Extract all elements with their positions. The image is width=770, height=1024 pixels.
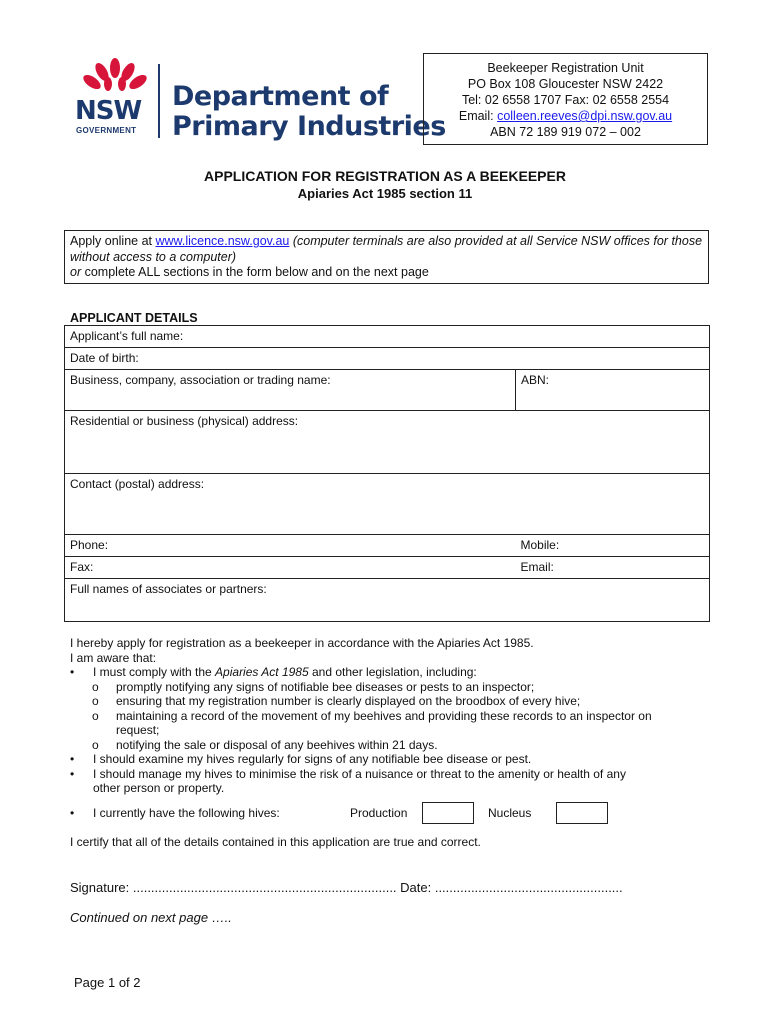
declaration-text bbox=[70, 636, 710, 796]
contact-unit: Beekeeper Registration Unit bbox=[487, 61, 644, 75]
applicant-details-table bbox=[64, 325, 710, 622]
hives-label: I currently have the following hives: bbox=[93, 806, 280, 820]
contact-email-link[interactable]: colleen.reeves@dpi.nsw.gov.au bbox=[497, 109, 673, 123]
declaration-aware: I am aware that: bbox=[70, 650, 157, 665]
phone-field[interactable]: Phone: bbox=[65, 535, 516, 557]
form-subtitle: Apiaries Act 1985 section 11 bbox=[297, 186, 473, 201]
business-name-field[interactable]: Business, company, association or trading name: bbox=[65, 370, 516, 411]
bullet-comply-pre: I must comply with the bbox=[93, 665, 216, 679]
apply-or: or bbox=[70, 265, 82, 279]
mobile-field[interactable]: Mobile: bbox=[516, 535, 710, 557]
fax-field[interactable]: Fax: bbox=[65, 557, 516, 579]
sub-bullet-mark: o bbox=[92, 694, 99, 708]
department-name bbox=[172, 82, 446, 142]
table-row bbox=[65, 326, 710, 348]
table-row bbox=[65, 535, 710, 557]
associates-field[interactable]: Full names of associates or partners: bbox=[65, 579, 710, 622]
continued-note: Continued on next page ….. bbox=[70, 910, 232, 925]
email-field[interactable]: Email: bbox=[516, 557, 710, 579]
postal-address-field[interactable]: Contact (postal) address: bbox=[65, 474, 710, 535]
nucleus-hive-count-input[interactable] bbox=[556, 802, 608, 824]
contact-email-prefix: Email: bbox=[458, 109, 498, 123]
bullet-manage-hives-cont: other person or property. bbox=[93, 781, 225, 795]
full-name-field[interactable]: Applicant’s full name: bbox=[65, 326, 710, 348]
bullet-comply bbox=[70, 665, 710, 680]
apply-online-rest: complete ALL sections in the form below and on the next page bbox=[81, 265, 429, 279]
table-row bbox=[65, 348, 710, 370]
production-label: Production bbox=[350, 806, 408, 820]
apiaries-act-italic: Apiaries Act 1985 bbox=[215, 665, 309, 679]
sub-bullet-registration-number bbox=[70, 694, 710, 709]
sub-bullet-mark: o bbox=[92, 679, 99, 694]
contact-email-row bbox=[424, 108, 707, 124]
sub-bullet-text: ensuring that my registration number is clearly displayed on the broodbox of every hive; bbox=[116, 694, 581, 708]
department-line-1: Department of bbox=[172, 81, 389, 112]
bullet-mark: • bbox=[70, 766, 75, 781]
signature-date-line[interactable]: Signature: ......................................................................... Date: .................................................... bbox=[70, 880, 623, 895]
form-title: APPLICATION FOR REGISTRATION AS A BEEKEEPER bbox=[204, 168, 566, 184]
sub-bullet-text: notifying the sale or disposal of any beehives within 21 days. bbox=[116, 737, 438, 752]
apply-online-note: (computer terminals are also provided at all Service NSW offices for those without access to a computer) bbox=[70, 234, 703, 264]
table-row bbox=[65, 411, 710, 474]
sub-bullet-movement-record bbox=[70, 709, 710, 724]
bullet-examine-hives bbox=[70, 752, 710, 767]
dob-field[interactable]: Date of birth: bbox=[65, 348, 710, 370]
department-line-2: Primary Industries bbox=[172, 111, 446, 142]
residential-address-field[interactable]: Residential or business (physical) address: bbox=[65, 411, 710, 474]
contact-phone-fax: Tel: 02 6558 1707 Fax: 02 6558 2554 bbox=[461, 93, 670, 107]
logo-divider bbox=[158, 64, 160, 138]
bullet-manage-hives bbox=[70, 767, 710, 782]
sub-bullet-mark: o bbox=[92, 737, 99, 752]
bullet-mark: • bbox=[70, 806, 75, 820]
declaration-intro: I hereby apply for registration as a beekeeper in accordance with the Apiaries Act 1985. bbox=[70, 636, 534, 650]
apply-online-box bbox=[64, 230, 709, 284]
bullet-text: I should manage my hives to minimise the risk of a nuisance or threat to the amenity or health of any bbox=[93, 766, 626, 781]
contact-box bbox=[423, 53, 708, 145]
apply-online-prefix: Apply online at bbox=[70, 234, 156, 248]
nucleus-label: Nucleus bbox=[488, 806, 532, 820]
sub-bullet-notify-diseases bbox=[70, 680, 710, 695]
bullet-comply-post: and other legislation, including: bbox=[308, 665, 477, 679]
applicant-details-heading: APPLICANT DETAILS bbox=[70, 311, 198, 325]
sub-bullet-mark: o bbox=[92, 708, 99, 723]
sub-bullet-sale-disposal bbox=[70, 738, 710, 753]
table-row bbox=[65, 370, 710, 411]
bullet-text: I should examine my hives regularly for signs of any notifiable bee disease or pest. bbox=[93, 752, 532, 766]
sub-bullet-text: maintaining a record of the movement of my beehives and providing these records to an inspector on bbox=[116, 708, 652, 723]
bullet-mark: • bbox=[70, 665, 75, 679]
sub-bullet-text: promptly notifying any signs of notifiable bee diseases or pests to an inspector; bbox=[116, 679, 535, 694]
certification-statement: I certify that all of the details contained in this application are true and correct. bbox=[70, 835, 481, 849]
table-row bbox=[65, 557, 710, 579]
page-number: Page 1 of 2 bbox=[74, 975, 141, 990]
licence-link[interactable]: www.licence.nsw.gov.au bbox=[155, 234, 290, 248]
bullet-mark: • bbox=[70, 752, 75, 766]
sub-bullet-movement-record-cont: request; bbox=[116, 723, 160, 737]
contact-abn: ABN 72 189 919 072 – 002 bbox=[490, 125, 641, 139]
contact-po-box: PO Box 108 Gloucester NSW 2422 bbox=[467, 77, 664, 91]
production-hive-count-input[interactable] bbox=[422, 802, 474, 824]
table-row bbox=[65, 579, 710, 622]
abn-field[interactable]: ABN: bbox=[516, 370, 710, 411]
table-row bbox=[65, 474, 710, 535]
government-wordmark: GOVERNMENT bbox=[76, 126, 137, 135]
nsw-wordmark: NSW bbox=[75, 96, 142, 126]
